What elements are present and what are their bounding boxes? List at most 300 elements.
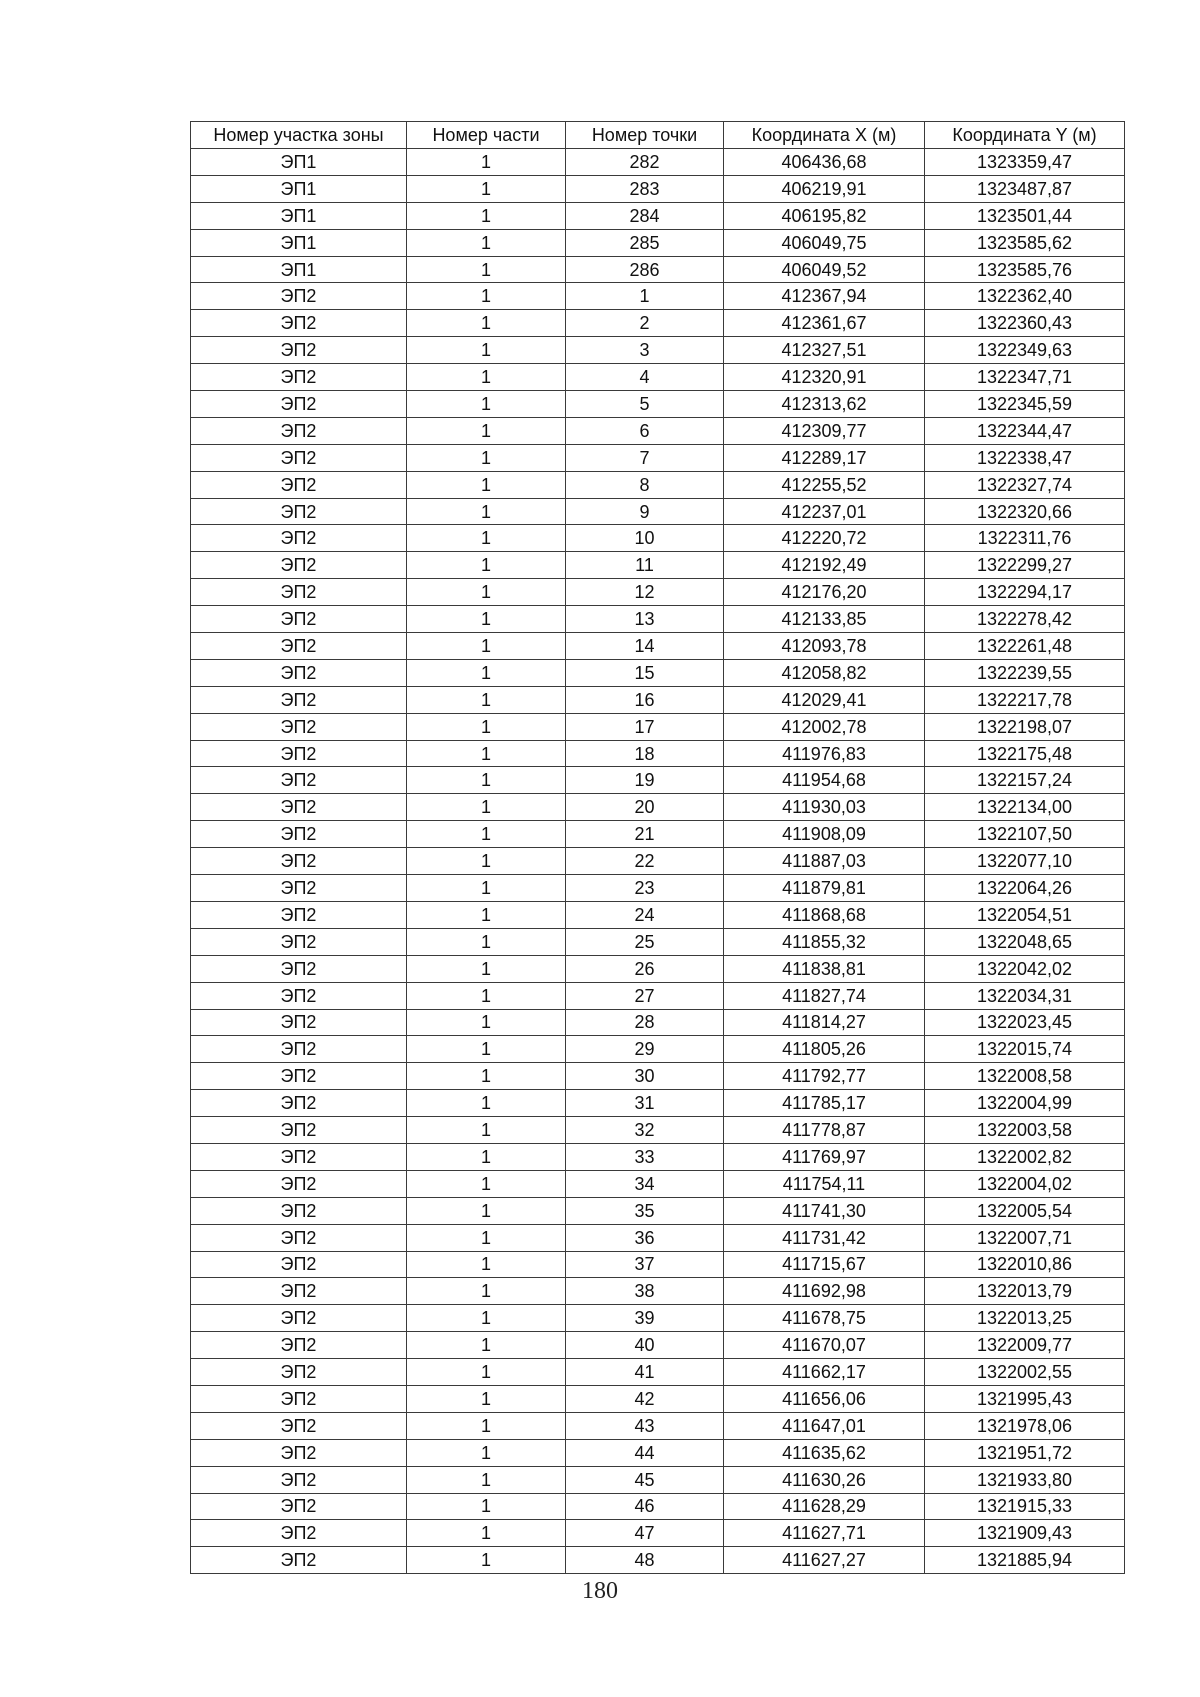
cell-point-number: 45 (566, 1466, 724, 1493)
table-row (191, 928, 1125, 955)
cell-point-number: 18 (566, 740, 724, 767)
cell-zone-section: ЭП2 (191, 1251, 407, 1278)
cell-part-number: 1 (407, 1224, 566, 1251)
table-row (191, 821, 1125, 848)
cell-zone-section: ЭП2 (191, 713, 407, 740)
cell-part-number: 1 (407, 606, 566, 633)
cell-coordinate-y: 1322362,40 (925, 283, 1125, 310)
cell-part-number: 1 (407, 310, 566, 337)
cell-part-number: 1 (407, 498, 566, 525)
cell-coordinate-y: 1322002,82 (925, 1143, 1125, 1170)
cell-point-number: 42 (566, 1385, 724, 1412)
cell-point-number: 286 (566, 256, 724, 283)
cell-coordinate-x: 411678,75 (724, 1305, 925, 1332)
cell-part-number: 1 (407, 1278, 566, 1305)
table-row (191, 337, 1125, 364)
cell-point-number: 31 (566, 1090, 724, 1117)
table-row (191, 633, 1125, 660)
cell-part-number: 1 (407, 391, 566, 418)
cell-point-number: 41 (566, 1359, 724, 1386)
cell-coordinate-x: 412361,67 (724, 310, 925, 337)
cell-zone-section: ЭП1 (191, 149, 407, 176)
cell-coordinate-y: 1322157,24 (925, 767, 1125, 794)
table-row (191, 1009, 1125, 1036)
cell-zone-section: ЭП2 (191, 1493, 407, 1520)
cell-coordinate-x: 411630,26 (724, 1466, 925, 1493)
table-row (191, 1197, 1125, 1224)
cell-coordinate-y: 1322009,77 (925, 1332, 1125, 1359)
cell-coordinate-y: 1322299,27 (925, 552, 1125, 579)
cell-coordinate-y: 1322294,17 (925, 579, 1125, 606)
cell-coordinate-x: 411908,09 (724, 821, 925, 848)
cell-zone-section: ЭП1 (191, 175, 407, 202)
cell-part-number: 1 (407, 1412, 566, 1439)
cell-zone-section: ЭП1 (191, 256, 407, 283)
cell-coordinate-x: 411662,17 (724, 1359, 925, 1386)
table-row (191, 229, 1125, 256)
cell-coordinate-x: 411976,83 (724, 740, 925, 767)
cell-coordinate-y: 1322048,65 (925, 928, 1125, 955)
cell-coordinate-x: 411778,87 (724, 1117, 925, 1144)
cell-zone-section: ЭП1 (191, 202, 407, 229)
cell-point-number: 15 (566, 659, 724, 686)
cell-coordinate-y: 1321951,72 (925, 1439, 1125, 1466)
cell-coordinate-x: 411635,62 (724, 1439, 925, 1466)
cell-zone-section: ЭП2 (191, 1439, 407, 1466)
cell-zone-section: ЭП2 (191, 1143, 407, 1170)
cell-part-number: 1 (407, 982, 566, 1009)
cell-part-number: 1 (407, 1009, 566, 1036)
cell-part-number: 1 (407, 633, 566, 660)
cell-coordinate-y: 1322064,26 (925, 875, 1125, 902)
cell-coordinate-x: 412192,49 (724, 552, 925, 579)
cell-coordinate-y: 1322003,58 (925, 1117, 1125, 1144)
cell-coordinate-x: 406049,52 (724, 256, 925, 283)
cell-coordinate-x: 411792,77 (724, 1063, 925, 1090)
cell-point-number: 10 (566, 525, 724, 552)
cell-zone-section: ЭП2 (191, 1090, 407, 1117)
cell-coordinate-x: 411656,06 (724, 1385, 925, 1412)
cell-point-number: 48 (566, 1547, 724, 1574)
cell-zone-section: ЭП2 (191, 1009, 407, 1036)
table-row (191, 1063, 1125, 1090)
cell-zone-section: ЭП2 (191, 767, 407, 794)
cell-zone-section: ЭП2 (191, 1520, 407, 1547)
table-body (191, 149, 1125, 1574)
cell-point-number: 33 (566, 1143, 724, 1170)
cell-point-number: 40 (566, 1332, 724, 1359)
cell-point-number: 30 (566, 1063, 724, 1090)
cell-coordinate-x: 412176,20 (724, 579, 925, 606)
cell-coordinate-x: 411741,30 (724, 1197, 925, 1224)
table-row (191, 1170, 1125, 1197)
header-point-number: Номер точки (566, 122, 724, 149)
cell-point-number: 39 (566, 1305, 724, 1332)
cell-coordinate-y: 1322013,79 (925, 1278, 1125, 1305)
table-row (191, 794, 1125, 821)
cell-part-number: 1 (407, 1547, 566, 1574)
cell-point-number: 282 (566, 149, 724, 176)
cell-zone-section: ЭП2 (191, 391, 407, 418)
cell-coordinate-x: 411879,81 (724, 875, 925, 902)
table-row (191, 1278, 1125, 1305)
table-row (191, 1305, 1125, 1332)
cell-zone-section: ЭП2 (191, 875, 407, 902)
cell-part-number: 1 (407, 1063, 566, 1090)
table-row (191, 310, 1125, 337)
table-row (191, 1251, 1125, 1278)
header-coordinate-y: Координата Y (м) (925, 122, 1125, 149)
cell-coordinate-y: 1322338,47 (925, 444, 1125, 471)
header-coordinate-x: Координата X (м) (724, 122, 925, 149)
cell-coordinate-x: 412255,52 (724, 471, 925, 498)
cell-coordinate-x: 411627,71 (724, 1520, 925, 1547)
cell-zone-section: ЭП2 (191, 364, 407, 391)
cell-part-number: 1 (407, 579, 566, 606)
cell-zone-section: ЭП2 (191, 337, 407, 364)
table-row (191, 1520, 1125, 1547)
cell-part-number: 1 (407, 1493, 566, 1520)
table-row (191, 767, 1125, 794)
cell-part-number: 1 (407, 471, 566, 498)
cell-coordinate-y: 1322042,02 (925, 955, 1125, 982)
cell-point-number: 9 (566, 498, 724, 525)
header-part-number: Номер части (407, 122, 566, 149)
cell-zone-section: ЭП2 (191, 552, 407, 579)
cell-point-number: 13 (566, 606, 724, 633)
cell-point-number: 1 (566, 283, 724, 310)
cell-point-number: 44 (566, 1439, 724, 1466)
cell-zone-section: ЭП2 (191, 1412, 407, 1439)
table-row (191, 848, 1125, 875)
cell-coordinate-y: 1322107,50 (925, 821, 1125, 848)
cell-coordinate-y: 1322010,86 (925, 1251, 1125, 1278)
table-row (191, 1117, 1125, 1144)
table-row (191, 256, 1125, 283)
table-row (191, 417, 1125, 444)
cell-zone-section: ЭП2 (191, 1197, 407, 1224)
cell-coordinate-y: 1321978,06 (925, 1412, 1125, 1439)
cell-coordinate-y: 1322347,71 (925, 364, 1125, 391)
cell-coordinate-y: 1322004,02 (925, 1170, 1125, 1197)
table-row (191, 149, 1125, 176)
cell-zone-section: ЭП2 (191, 982, 407, 1009)
cell-part-number: 1 (407, 444, 566, 471)
table-row (191, 955, 1125, 982)
table-row (191, 525, 1125, 552)
cell-point-number: 16 (566, 686, 724, 713)
cell-coordinate-y: 1322345,59 (925, 391, 1125, 418)
cell-point-number: 11 (566, 552, 724, 579)
table-row (191, 391, 1125, 418)
cell-coordinate-y: 1322013,25 (925, 1305, 1125, 1332)
cell-coordinate-y: 1322007,71 (925, 1224, 1125, 1251)
cell-coordinate-x: 411647,01 (724, 1412, 925, 1439)
cell-part-number: 1 (407, 1117, 566, 1144)
cell-coordinate-x: 411838,81 (724, 955, 925, 982)
cell-coordinate-x: 412029,41 (724, 686, 925, 713)
table-row (191, 1466, 1125, 1493)
table-row (191, 471, 1125, 498)
cell-coordinate-y: 1322175,48 (925, 740, 1125, 767)
table-row (191, 283, 1125, 310)
cell-coordinate-y: 1322134,00 (925, 794, 1125, 821)
cell-coordinate-y: 1322320,66 (925, 498, 1125, 525)
cell-zone-section: ЭП2 (191, 1036, 407, 1063)
cell-coordinate-y: 1322054,51 (925, 901, 1125, 928)
cell-part-number: 1 (407, 875, 566, 902)
cell-part-number: 1 (407, 417, 566, 444)
cell-coordinate-x: 412133,85 (724, 606, 925, 633)
cell-part-number: 1 (407, 740, 566, 767)
table-row (191, 1090, 1125, 1117)
cell-point-number: 46 (566, 1493, 724, 1520)
cell-part-number: 1 (407, 364, 566, 391)
cell-zone-section: ЭП2 (191, 1278, 407, 1305)
cell-coordinate-x: 411805,26 (724, 1036, 925, 1063)
table-row (191, 1493, 1125, 1520)
cell-zone-section: ЭП2 (191, 794, 407, 821)
cell-part-number: 1 (407, 1359, 566, 1386)
cell-coordinate-y: 1322077,10 (925, 848, 1125, 875)
cell-part-number: 1 (407, 767, 566, 794)
cell-coordinate-y: 1322198,07 (925, 713, 1125, 740)
cell-zone-section: ЭП2 (191, 1063, 407, 1090)
cell-coordinate-x: 406195,82 (724, 202, 925, 229)
cell-point-number: 37 (566, 1251, 724, 1278)
table-row (191, 875, 1125, 902)
cell-coordinate-y: 1322217,78 (925, 686, 1125, 713)
cell-coordinate-x: 411954,68 (724, 767, 925, 794)
cell-coordinate-x: 411670,07 (724, 1332, 925, 1359)
cell-zone-section: ЭП2 (191, 955, 407, 982)
cell-zone-section: ЭП2 (191, 686, 407, 713)
cell-zone-section: ЭП2 (191, 1332, 407, 1359)
cell-coordinate-x: 412320,91 (724, 364, 925, 391)
cell-point-number: 29 (566, 1036, 724, 1063)
cell-part-number: 1 (407, 525, 566, 552)
table-row (191, 1332, 1125, 1359)
cell-zone-section: ЭП2 (191, 1170, 407, 1197)
cell-coordinate-y: 1322008,58 (925, 1063, 1125, 1090)
cell-coordinate-y: 1323501,44 (925, 202, 1125, 229)
table-row (191, 552, 1125, 579)
table-row (191, 444, 1125, 471)
cell-point-number: 17 (566, 713, 724, 740)
cell-coordinate-x: 412289,17 (724, 444, 925, 471)
table-row (191, 1412, 1125, 1439)
table-row (191, 175, 1125, 202)
cell-point-number: 25 (566, 928, 724, 955)
cell-coordinate-x: 411930,03 (724, 794, 925, 821)
cell-part-number: 1 (407, 901, 566, 928)
cell-point-number: 8 (566, 471, 724, 498)
table-row (191, 364, 1125, 391)
cell-coordinate-y: 1322005,54 (925, 1197, 1125, 1224)
cell-part-number: 1 (407, 1143, 566, 1170)
table-row (191, 659, 1125, 686)
cell-coordinate-y: 1322004,99 (925, 1090, 1125, 1117)
cell-point-number: 6 (566, 417, 724, 444)
cell-coordinate-y: 1323359,47 (925, 149, 1125, 176)
cell-coordinate-x: 411814,27 (724, 1009, 925, 1036)
cell-zone-section: ЭП2 (191, 659, 407, 686)
cell-point-number: 19 (566, 767, 724, 794)
cell-part-number: 1 (407, 1090, 566, 1117)
cell-point-number: 5 (566, 391, 724, 418)
cell-coordinate-x: 406049,75 (724, 229, 925, 256)
cell-point-number: 32 (566, 1117, 724, 1144)
cell-coordinate-x: 412313,62 (724, 391, 925, 418)
cell-zone-section: ЭП1 (191, 229, 407, 256)
cell-part-number: 1 (407, 175, 566, 202)
cell-point-number: 284 (566, 202, 724, 229)
cell-part-number: 1 (407, 1439, 566, 1466)
cell-point-number: 12 (566, 579, 724, 606)
cell-zone-section: ЭП2 (191, 740, 407, 767)
cell-coordinate-y: 1322239,55 (925, 659, 1125, 686)
cell-coordinate-y: 1323585,76 (925, 256, 1125, 283)
cell-zone-section: ЭП2 (191, 1305, 407, 1332)
table-row (191, 740, 1125, 767)
cell-zone-section: ЭП2 (191, 1117, 407, 1144)
cell-zone-section: ЭП2 (191, 1385, 407, 1412)
table-row (191, 713, 1125, 740)
cell-zone-section: ЭП2 (191, 444, 407, 471)
table-row (191, 1359, 1125, 1386)
cell-point-number: 24 (566, 901, 724, 928)
cell-coordinate-x: 412309,77 (724, 417, 925, 444)
cell-coordinate-x: 406219,91 (724, 175, 925, 202)
cell-point-number: 14 (566, 633, 724, 660)
table-row (191, 606, 1125, 633)
header-zone-section: Номер участка зоны (191, 122, 407, 149)
cell-point-number: 26 (566, 955, 724, 982)
cell-point-number: 283 (566, 175, 724, 202)
cell-zone-section: ЭП2 (191, 525, 407, 552)
cell-coordinate-y: 1322261,48 (925, 633, 1125, 660)
cell-coordinate-x: 412002,78 (724, 713, 925, 740)
cell-part-number: 1 (407, 552, 566, 579)
cell-part-number: 1 (407, 1036, 566, 1063)
cell-part-number: 1 (407, 256, 566, 283)
cell-point-number: 4 (566, 364, 724, 391)
cell-coordinate-x: 411769,97 (724, 1143, 925, 1170)
table-row (191, 1143, 1125, 1170)
cell-coordinate-y: 1322360,43 (925, 310, 1125, 337)
cell-coordinate-x: 412367,94 (724, 283, 925, 310)
cell-coordinate-y: 1321933,80 (925, 1466, 1125, 1493)
cell-point-number: 35 (566, 1197, 724, 1224)
table-row (191, 982, 1125, 1009)
header-row (191, 122, 1125, 149)
cell-coordinate-y: 1321909,43 (925, 1520, 1125, 1547)
table-row (191, 498, 1125, 525)
cell-part-number: 1 (407, 1251, 566, 1278)
cell-point-number: 21 (566, 821, 724, 848)
cell-zone-section: ЭП2 (191, 821, 407, 848)
page-number: 180 (582, 1578, 618, 1604)
cell-coordinate-y: 1322278,42 (925, 606, 1125, 633)
cell-coordinate-y: 1322311,76 (925, 525, 1125, 552)
cell-coordinate-x: 412093,78 (724, 633, 925, 660)
cell-coordinate-x: 411731,42 (724, 1224, 925, 1251)
cell-point-number: 38 (566, 1278, 724, 1305)
cell-part-number: 1 (407, 928, 566, 955)
cell-zone-section: ЭП2 (191, 848, 407, 875)
cell-part-number: 1 (407, 1305, 566, 1332)
cell-point-number: 43 (566, 1412, 724, 1439)
cell-part-number: 1 (407, 149, 566, 176)
cell-coordinate-x: 411715,67 (724, 1251, 925, 1278)
cell-zone-section: ЭП2 (191, 1224, 407, 1251)
cell-part-number: 1 (407, 713, 566, 740)
table-row (191, 1385, 1125, 1412)
cell-point-number: 28 (566, 1009, 724, 1036)
cell-coordinate-x: 411785,17 (724, 1090, 925, 1117)
cell-coordinate-x: 412237,01 (724, 498, 925, 525)
cell-coordinate-y: 1322034,31 (925, 982, 1125, 1009)
cell-part-number: 1 (407, 955, 566, 982)
cell-part-number: 1 (407, 821, 566, 848)
cell-part-number: 1 (407, 283, 566, 310)
cell-coordinate-x: 412220,72 (724, 525, 925, 552)
cell-point-number: 34 (566, 1170, 724, 1197)
cell-point-number: 36 (566, 1224, 724, 1251)
cell-coordinate-x: 411627,27 (724, 1547, 925, 1574)
cell-part-number: 1 (407, 848, 566, 875)
cell-part-number: 1 (407, 337, 566, 364)
table-row (191, 1547, 1125, 1574)
cell-part-number: 1 (407, 659, 566, 686)
cell-coordinate-y: 1321995,43 (925, 1385, 1125, 1412)
cell-zone-section: ЭП2 (191, 1359, 407, 1386)
table-row (191, 579, 1125, 606)
cell-zone-section: ЭП2 (191, 283, 407, 310)
cell-coordinate-x: 411692,98 (724, 1278, 925, 1305)
cell-point-number: 7 (566, 444, 724, 471)
cell-coordinate-y: 1322327,74 (925, 471, 1125, 498)
cell-coordinate-y: 1322002,55 (925, 1359, 1125, 1386)
cell-zone-section: ЭП2 (191, 928, 407, 955)
cell-coordinate-x: 411754,11 (724, 1170, 925, 1197)
coordinates-table (190, 121, 1125, 1574)
cell-coordinate-x: 406436,68 (724, 149, 925, 176)
table-row (191, 901, 1125, 928)
cell-zone-section: ЭП2 (191, 579, 407, 606)
cell-part-number: 1 (407, 202, 566, 229)
cell-part-number: 1 (407, 1332, 566, 1359)
table-row (191, 202, 1125, 229)
cell-point-number: 2 (566, 310, 724, 337)
cell-point-number: 3 (566, 337, 724, 364)
cell-coordinate-y: 1322023,45 (925, 1009, 1125, 1036)
cell-coordinate-x: 411827,74 (724, 982, 925, 1009)
cell-coordinate-y: 1323487,87 (925, 175, 1125, 202)
cell-coordinate-y: 1322349,63 (925, 337, 1125, 364)
cell-zone-section: ЭП2 (191, 1547, 407, 1574)
cell-coordinate-x: 411855,32 (724, 928, 925, 955)
cell-coordinate-y: 1321885,94 (925, 1547, 1125, 1574)
cell-coordinate-y: 1322344,47 (925, 417, 1125, 444)
cell-zone-section: ЭП2 (191, 1466, 407, 1493)
cell-coordinate-x: 411868,68 (724, 901, 925, 928)
cell-part-number: 1 (407, 1197, 566, 1224)
cell-point-number: 285 (566, 229, 724, 256)
cell-coordinate-x: 412058,82 (724, 659, 925, 686)
table-header (191, 122, 1125, 149)
cell-coordinate-y: 1321915,33 (925, 1493, 1125, 1520)
